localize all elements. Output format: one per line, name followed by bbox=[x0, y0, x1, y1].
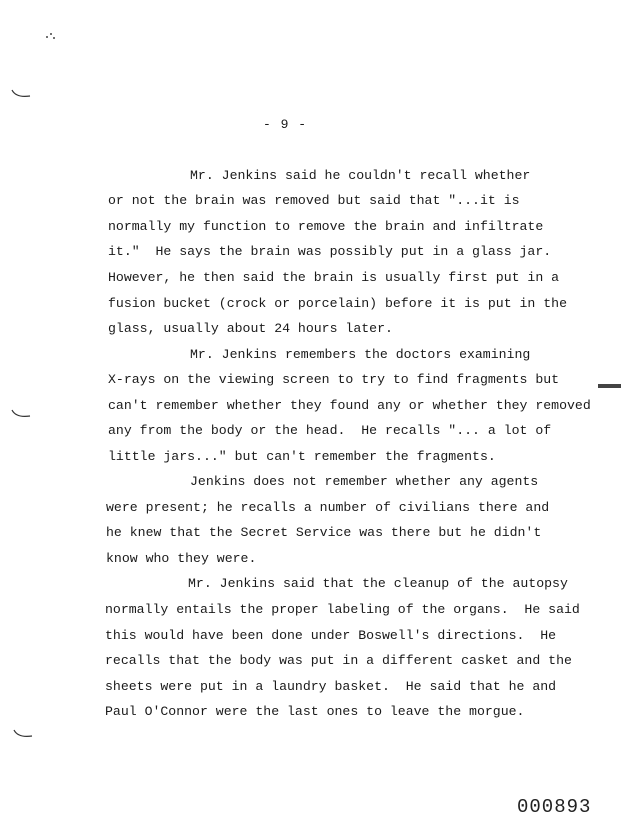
body-text-line: Mr. Jenkins remembers the doctors examining bbox=[190, 347, 531, 362]
body-text-line: Mr. Jenkins said that the cleanup of the autopsy bbox=[188, 576, 568, 591]
page-number: - 9 - bbox=[262, 117, 307, 132]
body-text-line: Mr. Jenkins said he couldn't recall whether bbox=[190, 168, 531, 183]
body-text-line: Jenkins does not remember whether any agents bbox=[190, 474, 539, 489]
body-text-line: this would have been done under Boswell's directions. He bbox=[105, 628, 557, 643]
body-text-line: recalls that the body was put in a different casket and the bbox=[105, 653, 572, 668]
body-text-line: fusion bucket (crock or porcelain) before it is put in the bbox=[108, 296, 567, 311]
body-text-line: X-rays on the viewing screen to try to find fragments but bbox=[108, 372, 560, 387]
body-text-line: sheets were put in a laundry basket. He said that he and bbox=[105, 679, 557, 694]
body-text-line: he knew that the Secret Service was there but he didn't bbox=[106, 525, 542, 540]
body-text-line: know who they were. bbox=[106, 551, 257, 566]
body-text-line: glass, usually about 24 hours later. bbox=[108, 321, 393, 336]
binding-hole-mark bbox=[10, 88, 32, 102]
body-text-line: However, he then said the brain is usually first put in a bbox=[108, 270, 560, 285]
body-text-line: it." He says the brain was possibly put in a glass jar. bbox=[108, 244, 552, 259]
body-text-line: any from the body or the head. He recalls "... a lot of bbox=[108, 423, 552, 438]
body-text-line: normally entails the proper labeling of the organs. He said bbox=[105, 602, 580, 617]
body-text-line: Paul O'Connor were the last ones to leave the morgue. bbox=[105, 704, 525, 719]
scan-smudge-mark bbox=[597, 382, 623, 390]
body-text-line: normally my function to remove the brain and infiltrate bbox=[108, 219, 544, 234]
binding-hole-mark bbox=[12, 728, 34, 742]
body-text-line: were present; he recalls a number of civilians there and bbox=[106, 500, 550, 515]
body-text-line: little jars..." but can't remember the fragments. bbox=[108, 449, 496, 464]
body-text-line: can't remember whether they found any or whether they removed bbox=[108, 398, 591, 413]
binding-hole-mark bbox=[10, 408, 32, 422]
body-text-line: or not the brain was removed but said that "...it is bbox=[108, 193, 520, 208]
scan-mark-top bbox=[44, 28, 60, 42]
document-number-stamp: 000893 bbox=[517, 796, 592, 818]
